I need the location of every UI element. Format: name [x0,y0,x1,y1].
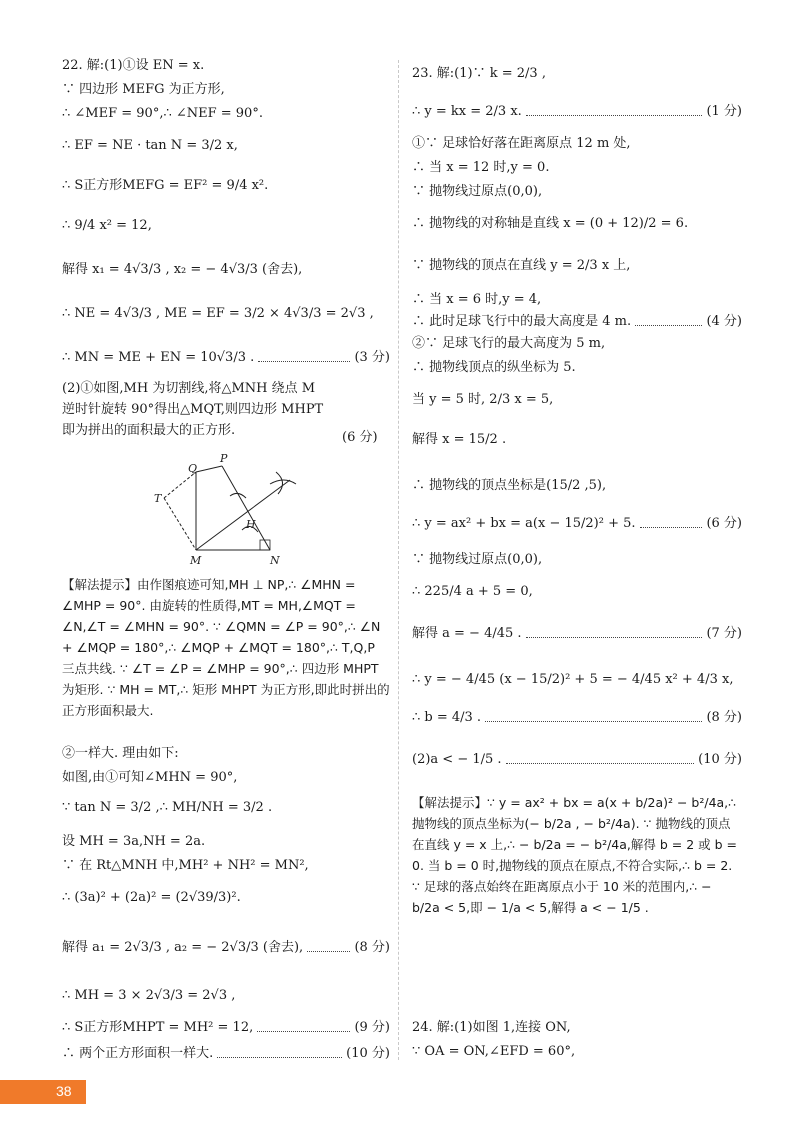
text-line: ②∵ 足球飞行的最大高度为 5 m, [412,336,606,351]
text-line: ∵ 抛物线的顶点在直线 y = 2/3 x 上, [412,258,631,273]
score-line [412,314,742,330]
score-line [412,710,742,726]
score-label: (8 分) [706,710,742,725]
leader-dots [307,940,350,952]
q23-heading: 23. 解:(1)∵ k = 2/3 , [412,66,546,81]
leader-dots [526,626,703,638]
text-line: ∴ ∠MEF = 90°,∴ ∠NEF = 90°. [62,106,263,121]
leader-dots [258,350,350,362]
text-line: ∴ y = kx = 2/3 x. [412,104,522,119]
column-divider [398,60,399,1060]
text-line: ∵ 抛物线过原点(0,0), [412,552,543,567]
paragraph: (2)①如图,MH 为切割线,将△MNH 绕点 M 逆时针旋转 90°得出△MQT,则四边形 MHPT 即为拼出的面积最大的正方形. [62,381,324,438]
text-line: 解得 a₁ = 2√3/3 , a₂ = − 2√3/3 (舍去), [62,940,304,955]
text-line: ∴ 抛物线顶点的纵坐标为 5. [412,360,576,375]
label-h: H [246,518,256,531]
leader-dots [526,104,703,116]
leader-dots [640,516,703,528]
score-line [62,350,390,366]
text-line: 设 MH = 3a,NH = 2a. [62,834,206,849]
leader-dots [635,314,702,326]
label-p: P [220,452,228,465]
score-label: (10 分) [346,1046,390,1061]
text-line: 解得 x₁ = 4√3/3 , x₂ = − 4√3/3 (舍去), [62,262,303,277]
text-line: ∴ 当 x = 12 时,y = 0. [412,160,550,175]
score-line [412,516,742,532]
text-line: ∴ EF = NE · tan N = 3/2 x, [62,138,238,153]
text-line: ②一样大. 理由如下: [62,746,179,761]
label-q: Q [188,462,198,475]
leader-dots [506,752,695,764]
score-label: (9 分) [354,1020,390,1035]
text-line: ∴ y = − 4/45 (x − 15/2)² + 5 = − 4/45 x² + 4/3 x, [412,672,734,687]
segment-tq [164,472,196,498]
segment-qp [196,466,222,472]
label-t: T [154,492,162,505]
text-line: ∴ 抛物线的对称轴是直线 x = (0 + 12)/2 = 6. [412,216,689,231]
text-line: (2)a < − 1/5 . [412,752,502,767]
score-label: (1 分) [706,104,742,119]
text-line: 解得 x = 15/2 . [412,432,507,447]
score-label: (6 分) [706,516,742,531]
text-line: ∴ NE = 4√3/3 , ME = EF = 3/2 × 4√3/3 = 2√3 , [62,306,374,321]
text-line: ∴ 抛物线的顶点坐标是(15/2 ,5), [412,478,607,493]
text-line: 解得 a = − 4/45 . [412,626,522,641]
score-label: (6 分) [342,430,378,445]
text-line: ∴ 此时足球飞行中的最大高度是 4 m. [412,314,632,329]
segment-pn [222,466,270,550]
text-line: ∵ tan N = 3/2 ,∴ MH/NH = 3/2 . [62,800,273,815]
text-line: ∴ 当 x = 6 时,y = 4, [412,292,542,307]
text-line: ∵ 在 Rt△MNH 中,MH² + NH² = MN², [62,858,309,873]
arc-mark [276,472,283,494]
segment-tm [164,498,196,550]
segment-mh [196,480,290,550]
text-line: ∵ 四边形 MEFG 为正方形, [62,82,225,97]
leader-dots [217,1046,342,1058]
score-line [62,940,390,956]
text-line: ∴ y = ax² + bx = a(x − 15/2)² + 5. [412,516,636,531]
solution-hint: 【解法提示】由作图痕迹可知,MH ⊥ NP,∴ ∠MHN = ∠MHP = 90°. 由旋转的性质得,MT = MH,∠MQT = ∠N,∠T = ∠MHN = 90°. ∵ ∠QMN = ∠P = 90°,∴ ∠N + ∠MQP = 180°,∴ ∠MQP + ∠MQT = 180°,∴ T,Q,P 三点共线. ∵ ∠T = ∠P = ∠MHP = 90°,∴ 四边形 MHPT 为矩形. ∵ MH = MT,∴ 矩形 MHPT 为正方形,即此时拼出的正方形面积最大. [62,577,390,718]
text-line: ∴ S正方形MHPT = MH² = 12, [62,1020,254,1035]
page-number-tab [0,1080,86,1104]
label-n: N [270,554,280,567]
text-line: ∴ 225/4 a + 5 = 0, [412,584,533,599]
text-line: ∴ 两个正方形面积一样大. [62,1046,214,1061]
score-label: (4 分) [706,314,742,329]
score-line [62,1046,390,1062]
solution-hint: 【解法提示】∵ y = ax² + bx = a(x + b/2a)² − b²/4a,∴ 抛物线的顶点坐标为(− b/2a , − b²/4a). ∵ 抛物线的顶点在直线 y = x 上,∴ − b/2a = − b²/4a,解得 b = 2 或 b = 0. 当 b = 0 时,抛物线的顶点在原点,不符合实际,∴ b = 2. ∵ 足球的落点始终在距离原点小于 10 米的范围内,∴ − b/2a < 5,即 − 1/a < 5,解得 a < − 1/5 . [412,795,737,915]
text-line: ∴ S正方形MEFG = EF² = 9/4 x². [62,178,269,193]
score-label: (7 分) [706,626,742,641]
text-line: ∵ 抛物线过原点(0,0), [412,184,543,199]
leader-dots [485,710,702,722]
score-line [412,626,742,642]
score-line [62,1020,390,1036]
text-line: ∴ MN = ME + EN = 10√3/3 . [62,350,255,365]
q22-heading: 22. 解:(1)①设 EN = x. [62,58,205,73]
q24-heading: 24. 解:(1)如图 1,连接 ON, [412,1020,571,1035]
text-line: ∴ 9/4 x² = 12, [62,218,152,233]
label-m: M [190,554,202,567]
score-label: (3 分) [354,350,390,365]
score-label: (10 分) [698,752,742,767]
text-line: ∴ b = 4/3 . [412,710,482,725]
text-line: ①∵ 足球恰好落在距离原点 12 m 处, [412,136,631,151]
score-line [412,752,742,768]
text-line: ∴ (3a)² + (2a)² = (2√39/3)². [62,890,241,905]
score-line [412,104,742,120]
score-label: (8 分) [354,940,390,955]
leader-dots [257,1020,350,1032]
geometry-figure [150,450,300,570]
text-line: 当 y = 5 时, 2/3 x = 5, [412,392,554,407]
page-number: 38 [56,1083,72,1099]
text-line: ∴ MH = 3 × 2√3/3 = 2√3 , [62,988,236,1003]
text-line: ∵ OA = ON,∠EFD = 60°, [412,1044,576,1059]
text-line: 如图,由①可知∠MHN = 90°, [62,770,238,785]
